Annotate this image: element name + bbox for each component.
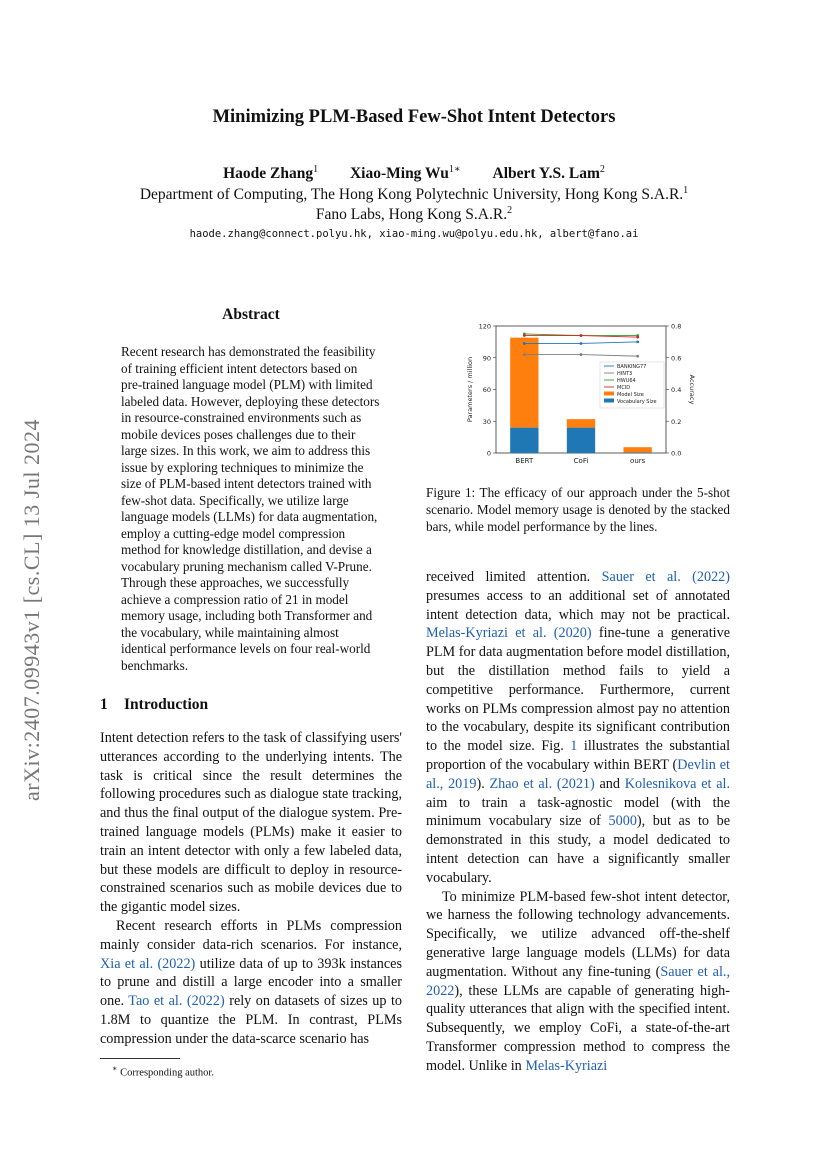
x-tick-label: CoFi	[573, 457, 589, 465]
arxiv-identifier: arXiv:2407.09943v1 [cs.CL] 13 Jul 2024	[19, 419, 44, 801]
author: Albert Y.S. Lam$^2$	[492, 164, 605, 183]
series-point	[523, 334, 526, 337]
series-point	[523, 342, 526, 345]
footnote-rule	[100, 1058, 180, 1059]
legend-entry: Model Size	[617, 392, 644, 398]
bar-model-size	[510, 338, 538, 428]
paragraph: To minimize PLM-based few-shot intent detector, we harness the following technology advancements. Specifically, we utilize advanced off-the-shelf generative large language models (LLMs) for data augmentation. Without any fine-tuning (Sauer et al., 2022), these LLMs are capable of generating high-quality utterances that align with the specified intent. Subsequently, we employ CoFi, a state-of-the-art Transformer compression method to compress the model. Unlike in Melas-Kyriazi	[426, 888, 730, 1074]
bar-model-size	[567, 419, 595, 427]
author: Haode Zhang$^1$	[223, 164, 319, 183]
legend-entry: Vocabulary Size	[617, 399, 657, 405]
citation-link[interactable]: Kolesnikova et al.	[624, 775, 730, 792]
legend-bar-swatch	[604, 392, 614, 396]
series-point	[580, 342, 583, 345]
x-tick-label: ours	[630, 457, 646, 465]
series-point	[636, 340, 639, 343]
citation-link[interactable]: Melas-Kyriazi	[525, 1057, 608, 1074]
y2-tick-label: 0.2	[671, 417, 682, 426]
citation-link[interactable]: Sauer et al. (2022)	[601, 569, 730, 585]
y-tick-label: 120	[478, 322, 491, 331]
legend-entry: HWU64	[617, 378, 636, 384]
y-tick-label: 60	[482, 386, 491, 394]
affiliation: Department of Computing, The Hong Kong Polytechnic University, Hong Kong S.A.R.$^1$	[139, 185, 689, 204]
figure-caption: Figure 1: The efficacy of our approach under the 5-shot scenario. Model memory usage is denoted by the stacked bars, while model performance by the lines.	[426, 485, 730, 534]
paragraph: Intent detection refers to the task of classifying users' utterances according to the underlying intents. The task is critical since the result determines the following procedures such as dialogue state tracking, and thus the final output of the dialogue system. Pre-trained language models (PLMs) make it easier to train an intent detector with only a few labeled data, but these models are difficult to deploy in resource-constrained scenarios such as mobile devices due to the gigantic model sizes.	[100, 730, 402, 916]
author-list	[0, 164, 828, 183]
citation-link[interactable]: Zhao et al. (2021)	[489, 775, 595, 792]
legend-entry: HINT3	[617, 371, 633, 377]
x-tick-label: BERT	[515, 457, 534, 465]
bar-vocabulary-size	[510, 428, 538, 453]
abstract-text: Recent research has demonstrated the feasibility of training efficient intent detectors based on pre-trained language model (PLM) with limited labeled data. However, deploying these detectors in resource-constrained environments such as mobile devices poses challenges due to their large sizes. In this work, we aim to address this issue by exploring techniques to minimize the size of PLM-based intent detectors trained with few-shot data. Specifically, we utilize large language models (LLMs) for data augmentation, employ a cutting-edge model compression method for knowledge distillation, and devise a vocabulary pruning mechanism called V-Prune. Through these approaches, we successfully achieve a compression ratio of 21 in model memory usage, including both Transformer and the vocabulary, while maintaining almost identical performance levels on four real-world benchmarks.	[121, 344, 380, 673]
series-point	[523, 353, 526, 356]
right-column-body	[426, 568, 730, 1076]
citation-link[interactable]: Xia et al. (2022)	[100, 955, 196, 972]
arxiv-sidebar-stamp	[12, 360, 52, 860]
citation-link[interactable]: Melas-Kyriazi et al. (2020)	[426, 625, 592, 642]
abstract-heading: Abstract	[222, 306, 280, 323]
y2-tick-label: 0.0	[671, 449, 682, 458]
bar-vocabulary-size	[624, 452, 652, 453]
citation-link[interactable]: Sauer et al., 2022	[426, 963, 730, 999]
legend-entry: MCID	[617, 385, 631, 391]
figure-ref-link[interactable]: 1	[570, 738, 578, 755]
affiliation: Fano Labs, Hong Kong S.A.R.$^2$	[315, 205, 513, 224]
y-tick-label: 90	[482, 354, 491, 363]
number-link[interactable]: 5000	[608, 813, 637, 830]
author: Xiao-Ming $Wu^{1∗}$	[349, 164, 461, 183]
figure-1-chart	[458, 318, 698, 468]
citation-link[interactable]: Tao et al. (2022)	[128, 993, 225, 1010]
author-emails: haode.zhang@connect.polyu.hk, xiao-ming.wu@polyu.edu.hk, albert@fano.ai	[189, 228, 639, 240]
section-heading: 1 Introduction	[100, 696, 209, 713]
series-point	[636, 355, 639, 358]
bar-vocabulary-size	[567, 428, 595, 453]
legend-entry: BANKING77	[617, 364, 647, 370]
y2-axis-label: Accuracy	[688, 374, 696, 405]
series-point	[580, 353, 583, 356]
citation-link[interactable]: Devlin et al., 2019	[426, 756, 730, 792]
left-column-body	[100, 729, 402, 1049]
paragraph: received limited attention. Sauer et al. (2022) presumes access to an additional set of annotated intent detection data, which may not be practical. Melas-Kyriazi et al. (2020) fine-tune a generative PLM for data augmentation before model distillation, but the distillation method fails to yield a competitive performance. Furthermore, current works on PLMs compression almost pay no attention to the vocabulary, despite its significant contribution to the model size. Fig. 1 illustrates the substantial proportion of the vocabulary within BERT (Devlin et al., 2019). Zhao et al. (2021) and Kolesnikova et al. aim to train a task-agnostic model (with the minimum vocabulary size of 5000), but as to be demonstrated in this study, a model dedicated to intent detection can have a significantly smaller vocabulary.	[426, 569, 731, 886]
series-point	[580, 334, 583, 337]
y-tick-label: 30	[482, 417, 491, 426]
footnote: ∗ Corresponding author.	[112, 1064, 214, 1079]
y-axis-label: Parameters / million	[466, 356, 474, 423]
series-point	[636, 336, 639, 339]
paper-title: Minimizing PLM-Based Few-Shot Intent Detectors	[212, 107, 616, 127]
paragraph: Recent research efforts in PLMs compression mainly consider data-rich scenarios. For instance, Xia et al. (2022) utilize data of up to 393k instances to prune and distill a large encoder into a smaller one. Tao et al. (2022) rely on datasets of sizes up to 1.8M to quantize the PLM. In contrast, PLMs compression under the data-scarce scenario has	[100, 917, 402, 1047]
bar-model-size	[624, 447, 652, 452]
y2-tick-label: 0.4	[671, 386, 682, 394]
y2-tick-label: 0.6	[671, 354, 682, 363]
y-tick-label: 0	[486, 449, 491, 458]
legend-bar-swatch	[604, 399, 614, 403]
y2-tick-label: 0.8	[671, 322, 682, 331]
